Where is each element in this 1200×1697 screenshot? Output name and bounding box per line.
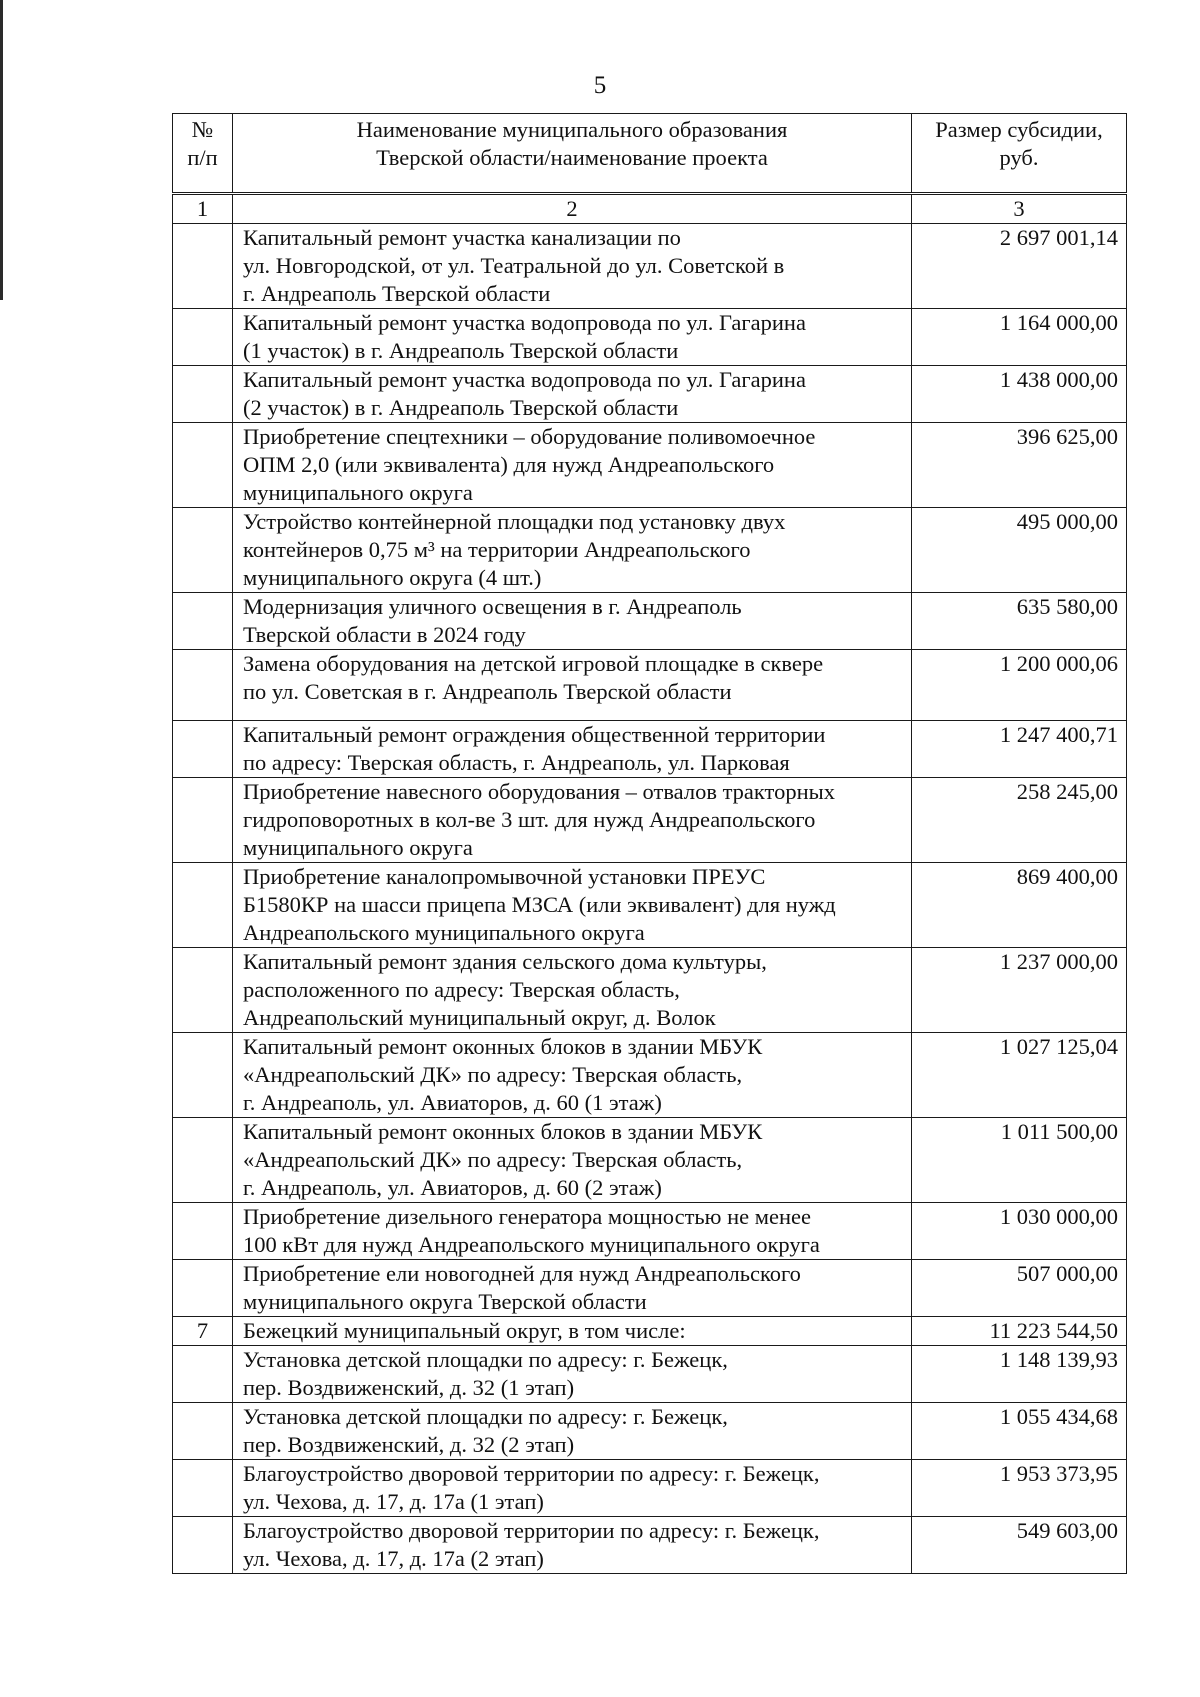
project-name (233, 650, 912, 721)
project-name (233, 1403, 912, 1460)
project-name-line: Капитальный ремонт ограждения общественной территории (243, 722, 826, 747)
project-name (233, 1033, 912, 1118)
project-name-line: Установка детской площадки по адресу: г. Бежецк, (243, 1404, 728, 1429)
table-row (173, 650, 1127, 721)
table-row (173, 224, 1127, 309)
subsidy-amount: 495 000,00 (912, 508, 1127, 593)
project-name-line: «Андреапольский ДК» по адресу: Тверская область, (243, 1147, 743, 1172)
row-number (173, 366, 233, 423)
project-name (233, 1260, 912, 1317)
project-name-line: Приобретение дизельного генератора мощностью не менее (243, 1204, 811, 1229)
row-number (173, 1118, 233, 1203)
header-amount (912, 114, 1127, 194)
table-row (173, 948, 1127, 1033)
project-name-line: Приобретение навесного оборудования – отвалов тракторных (243, 779, 835, 804)
project-name (233, 1118, 912, 1203)
table-row (173, 1118, 1127, 1203)
project-name-line: муниципального округа (4 шт.) (243, 565, 542, 590)
subsidy-amount: 1 164 000,00 (912, 309, 1127, 366)
row-number (173, 508, 233, 593)
project-name-line: Капитальный ремонт оконных блоков в здании МБУК (243, 1034, 763, 1059)
row-number (173, 224, 233, 309)
project-name (233, 1317, 912, 1346)
subsidy-amount: 11 223 544,50 (912, 1317, 1127, 1346)
subsidy-amount: 869 400,00 (912, 863, 1127, 948)
row-number (173, 1260, 233, 1317)
column-numbers-row (173, 194, 1127, 224)
project-name-line: пер. Воздвиженский, д. 32 (1 этап) (243, 1375, 575, 1400)
project-name-line: Капитальный ремонт здания сельского дома культуры, (243, 949, 767, 974)
project-name-line: Андреапольский муниципальный округ, д. Волок (243, 1005, 716, 1030)
table-row (173, 721, 1127, 778)
project-name (233, 366, 912, 423)
subsidy-amount: 1 953 373,95 (912, 1460, 1127, 1517)
row-number (173, 948, 233, 1033)
subsidy-amount: 549 603,00 (912, 1517, 1127, 1574)
project-name-line: муниципального округа (243, 835, 473, 860)
row-number (173, 593, 233, 650)
table-header-row (173, 114, 1127, 194)
header-number (173, 114, 233, 194)
subsidy-amount: 1 438 000,00 (912, 366, 1127, 423)
project-name-line: Капитальный ремонт оконных блоков в здании МБУК (243, 1119, 763, 1144)
project-name (233, 508, 912, 593)
table-row (173, 1033, 1127, 1118)
header-name-line2: Тверской области/наименование проекта (376, 145, 768, 170)
project-name-line: расположенного по адресу: Тверская область, (243, 977, 680, 1002)
subsidy-amount: 1 027 125,04 (912, 1033, 1127, 1118)
project-name-line: ул. Чехова, д. 17, д. 17а (1 этап) (243, 1489, 544, 1514)
project-name-line: (1 участок) в г. Андреаполь Тверской области (243, 338, 679, 363)
project-name-line: Капитальный ремонт участка канализации по (243, 225, 681, 250)
project-name (233, 721, 912, 778)
table-row (173, 863, 1127, 948)
table-row (173, 1346, 1127, 1403)
project-name (233, 423, 912, 508)
header-amount-line1: Размер субсидии, (935, 117, 1103, 142)
project-name-line: г. Андреаполь, ул. Авиаторов, д. 60 (1 этаж) (243, 1090, 662, 1115)
project-name-line: по ул. Советская в г. Андреаполь Тверской области (243, 679, 732, 704)
project-name-line: Бежецкий муниципальный округ, в том числе: (243, 1318, 686, 1343)
subsidy-amount: 258 245,00 (912, 778, 1127, 863)
row-number (173, 863, 233, 948)
row-number (173, 778, 233, 863)
subsidy-amount: 2 697 001,14 (912, 224, 1127, 309)
table-row (173, 1317, 1127, 1346)
project-name-line: Замена оборудования на детской игровой площадке в сквере (243, 651, 824, 676)
table-row (173, 593, 1127, 650)
project-name-line: 100 кВт для нужд Андреапольского муниципального округа (243, 1232, 820, 1257)
row-number (173, 1517, 233, 1574)
row-number (173, 721, 233, 778)
project-name-line: «Андреапольский ДК» по адресу: Тверская область, (243, 1062, 743, 1087)
subsidy-amount: 1 237 000,00 (912, 948, 1127, 1033)
subsidy-amount: 1 200 000,06 (912, 650, 1127, 721)
project-name (233, 1203, 912, 1260)
project-name-line: муниципального округа Тверской области (243, 1289, 647, 1314)
project-name-line: Установка детской площадки по адресу: г. Бежецк, (243, 1347, 728, 1372)
project-name-line: Приобретение спецтехники – оборудование поливомоечное (243, 424, 816, 449)
project-name-line: Б1580КР на шасси прицепа МЗСА (или эквивалент) для нужд (243, 892, 836, 917)
scan-edge-mark (0, 0, 3, 300)
table-row (173, 1517, 1127, 1574)
project-name-line: Модернизация уличного освещения в г. Андреаполь (243, 594, 742, 619)
project-name-line: по адресу: Тверская область, г. Андреаполь, ул. Парковая (243, 750, 790, 775)
project-name-line: Приобретение ели новогодней для нужд Андреапольского (243, 1261, 801, 1286)
subsidy-amount: 396 625,00 (912, 423, 1127, 508)
project-name (233, 1460, 912, 1517)
project-name-line: Тверской области в 2024 году (243, 622, 526, 647)
header-name (233, 114, 912, 194)
header-name-line1: Наименование муниципального образования (356, 117, 788, 142)
subsidy-amount: 1 055 434,68 (912, 1403, 1127, 1460)
subsidy-amount: 1 247 400,71 (912, 721, 1127, 778)
project-name-line: гидроповоротных в кол-ве 3 шт. для нужд Андреапольского (243, 807, 816, 832)
table-row (173, 1403, 1127, 1460)
table-row (173, 778, 1127, 863)
subsidy-amount: 1 148 139,93 (912, 1346, 1127, 1403)
project-name (233, 224, 912, 309)
project-name-line: Благоустройство дворовой территории по адресу: г. Бежецк, (243, 1518, 820, 1543)
project-name-line: ул. Чехова, д. 17, д. 17а (2 этап) (243, 1546, 544, 1571)
subsidy-amount: 1 011 500,00 (912, 1118, 1127, 1203)
project-name (233, 948, 912, 1033)
project-name-line: пер. Воздвиженский, д. 32 (2 этап) (243, 1432, 575, 1457)
project-name-line: Устройство контейнерной площадки под установку двух (243, 509, 786, 534)
header-number-line1: № (191, 117, 214, 142)
column-number: 2 (233, 194, 912, 224)
row-number (173, 423, 233, 508)
project-name (233, 593, 912, 650)
table-row (173, 508, 1127, 593)
row-number (173, 1346, 233, 1403)
project-name-line: муниципального округа (243, 480, 473, 505)
project-name-line: контейнеров 0,75 м³ на территории Андреапольского (243, 537, 751, 562)
project-name (233, 1346, 912, 1403)
table-row (173, 1460, 1127, 1517)
subsidy-table (172, 113, 1127, 1574)
project-name-line: Капитальный ремонт участка водопровода по ул. Гагарина (243, 367, 806, 392)
subsidy-amount: 635 580,00 (912, 593, 1127, 650)
header-amount-line2: руб. (999, 145, 1039, 170)
column-number: 3 (912, 194, 1127, 224)
project-name-line: ОПМ 2,0 (или эквивалента) для нужд Андреапольского (243, 452, 775, 477)
project-name (233, 778, 912, 863)
row-number: 7 (173, 1317, 233, 1346)
row-number (173, 1460, 233, 1517)
project-name (233, 309, 912, 366)
subsidy-amount: 1 030 000,00 (912, 1203, 1127, 1260)
subsidy-amount: 507 000,00 (912, 1260, 1127, 1317)
project-name-line: г. Андреаполь, ул. Авиаторов, д. 60 (2 этаж) (243, 1175, 662, 1200)
project-name-line: Андреапольского муниципального округа (243, 920, 645, 945)
row-number (173, 1403, 233, 1460)
table-row (173, 309, 1127, 366)
project-name-line: Благоустройство дворовой территории по адресу: г. Бежецк, (243, 1461, 820, 1486)
table-row (173, 1203, 1127, 1260)
project-name (233, 863, 912, 948)
row-number (173, 650, 233, 721)
row-number (173, 309, 233, 366)
project-name (233, 1517, 912, 1574)
row-number (173, 1033, 233, 1118)
project-name-line: Приобретение каналопромывочной установки ПРЕУС (243, 864, 766, 889)
header-number-line2: п/п (187, 145, 218, 170)
table-row (173, 366, 1127, 423)
column-number: 1 (173, 194, 233, 224)
project-name-line: ул. Новгородской, от ул. Театральной до ул. Советской в (243, 253, 785, 278)
project-name-line: (2 участок) в г. Андреаполь Тверской области (243, 395, 679, 420)
project-name-line: г. Андреаполь Тверской области (243, 281, 551, 306)
page-number: 5 (593, 72, 607, 99)
table-row (173, 423, 1127, 508)
project-name-line: Капитальный ремонт участка водопровода по ул. Гагарина (243, 310, 806, 335)
table-row (173, 1260, 1127, 1317)
row-number (173, 1203, 233, 1260)
table-body (173, 224, 1127, 1574)
